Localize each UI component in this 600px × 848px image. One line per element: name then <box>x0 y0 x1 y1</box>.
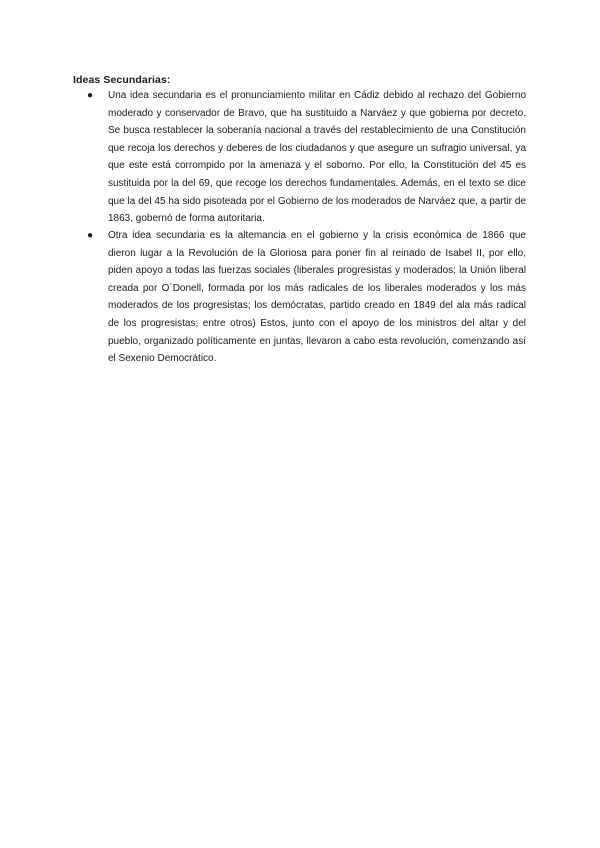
list-item <box>87 87 526 228</box>
bullet-icon: ● <box>87 90 94 101</box>
paragraph-text: Otra idea secundaria es la altemancia en el gobierno y la crisis económica de 1866 que dieron lugar a la Revolución de la Gloriosa para poner fin al reinado de Isabel II, por ello, piden apoyo a todas las fuerzas sociales (liberales progresistas y moderados; la Unión liberal creada por O´Donell, formada por los más radicales de los liberales moderados y los más moderados de los progresistas; los demócratas, partido creado en 1849 del ala más radical de los progresistas; entre otros) Estos, junto con el apoyo de los ministros del altar y del pueblo, organizado políticamente en juntas, llevaron a cabo esta revolución, comenzando así el Sexenio Democrático. <box>108 230 526 365</box>
bullet-icon: ● <box>87 230 94 241</box>
list-item <box>87 227 526 368</box>
paragraph-text: Una idea secundaria es el pronunciamiento militar en Cádiz debido al rechazo del Gobierno moderado y conservador de Bravo, que ha sustituido a Narváez y que gobierna por decreto. Se busca restablecer la soberanía nacional a través del restablecimiento de una Constitución que recoja los derechos y deberes de los ciudadanos y que asegure un sufragio universal, ya que este está corrompido por la amenaza y el soborno. Por ello, la Constitución del 45 es sustituida por la del 69, que recoge los derechos fundamentales. Además, en el texto se dice que la del 45 ha sido pisoteada por el Gobierno de los moderados de Narváez que, a partir de 1863, gobernó de forma autoritaria. <box>108 90 526 225</box>
section-heading: Ideas Secundarias: <box>73 74 171 86</box>
